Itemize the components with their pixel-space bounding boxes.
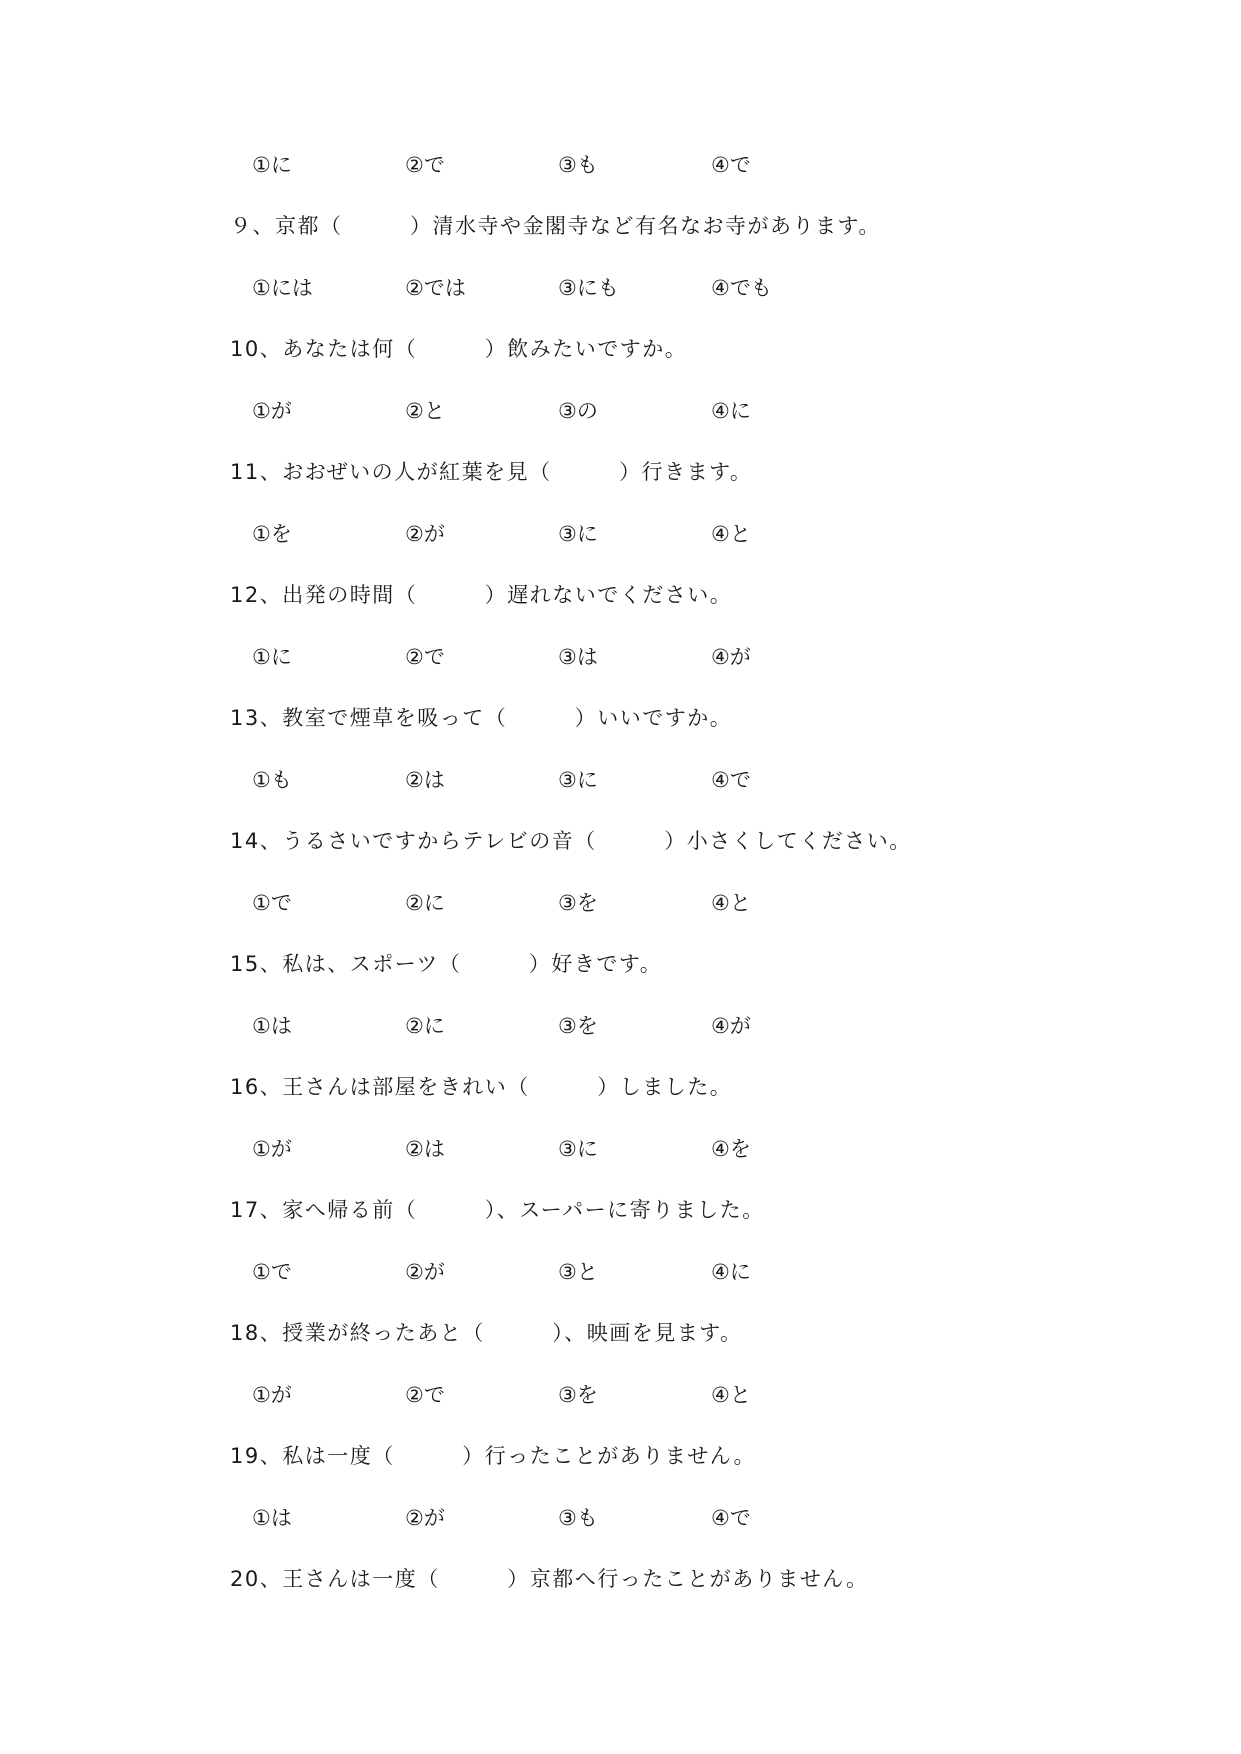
question-14: 14、うるさいですからテレビの音（ ）小さくしてください。 [230,829,912,853]
question-17: 17、家へ帰る前（ ）、スーパーに寄りました。 [230,1198,765,1222]
question-16: 16、王さんは部屋をきれい（ ）しました。 [230,1075,733,1099]
answer-options [0,760,1241,800]
option-2: ②は [405,1137,445,1161]
question-10: 10、あなたは何（ ）飲みたいですか。 [230,337,688,361]
answer-options [0,145,1241,185]
option-1: ①には [252,276,313,300]
option-1: ①に [252,153,292,177]
option-4: ④が [711,1014,751,1038]
answer-options [0,1375,1241,1415]
option-1: ①が [252,1137,292,1161]
answer-options [0,268,1241,308]
question-12: 12、出発の時間（ ）遅れないでください。 [230,583,733,607]
answer-options [0,637,1241,677]
option-4: ④と [711,522,751,546]
option-4: ④に [711,1260,751,1284]
option-3: ③は [558,645,598,669]
option-3: ③も [558,153,598,177]
option-4: ④に [711,399,751,423]
option-1: ①で [252,1260,292,1284]
option-1: ①は [252,1506,292,1530]
option-3: ③と [558,1260,598,1284]
option-3: ③に [558,768,598,792]
question-18: 18、授業が終ったあと（ ）、映画を見ます。 [230,1321,743,1345]
option-4: ④でも [711,276,772,300]
option-4: ④で [711,1506,751,1530]
option-4: ④と [711,891,751,915]
option-4: ④が [711,645,751,669]
option-4: ④を [711,1137,751,1161]
answer-options [0,391,1241,431]
option-2: ②に [405,1014,445,1038]
option-2: ②が [405,522,445,546]
option-1: ①で [252,891,292,915]
question-20: 20、王さんは一度（ ）京都へ行ったことがありません。 [230,1567,869,1591]
option-1: ①は [252,1014,292,1038]
option-1: ①を [252,522,292,546]
option-2: ②で [405,153,445,177]
option-3: ③に [558,1137,598,1161]
option-4: ④で [711,768,751,792]
option-3: ③を [558,1014,598,1038]
option-3: ③に [558,522,598,546]
option-1: ①が [252,1383,292,1407]
question-11: 11、おおぜいの人が紅葉を見（ ）行きます。 [230,460,753,484]
option-2: ②では [405,276,466,300]
option-3: ③を [558,891,598,915]
answer-options [0,514,1241,554]
option-2: ②が [405,1506,445,1530]
option-2: ②は [405,768,445,792]
option-4: ④と [711,1383,751,1407]
option-1: ①が [252,399,292,423]
answer-options [0,883,1241,923]
question-15: 15、私は、スポーツ（ ）好きです。 [230,952,663,976]
question-13: 13、教室で煙草を吸って（ ）いいですか。 [230,706,733,730]
option-4: ④で [711,153,751,177]
answer-options [0,1006,1241,1046]
answer-options [0,1129,1241,1169]
option-3: ③の [558,399,598,423]
answer-options [0,1498,1241,1538]
answer-options [0,1252,1241,1292]
option-2: ②と [405,399,445,423]
option-1: ①も [252,768,292,792]
option-1: ①に [252,645,292,669]
option-3: ③も [558,1506,598,1530]
question-19: 19、私は一度（ ）行ったことがありません。 [230,1444,756,1468]
option-2: ②で [405,645,445,669]
question-9: ９、京都（ ）清水寺や金閣寺など有名なお寺があります。 [230,214,881,238]
option-2: ②に [405,891,445,915]
option-3: ③にも [558,276,619,300]
option-2: ②が [405,1260,445,1284]
option-2: ②で [405,1383,445,1407]
option-3: ③を [558,1383,598,1407]
